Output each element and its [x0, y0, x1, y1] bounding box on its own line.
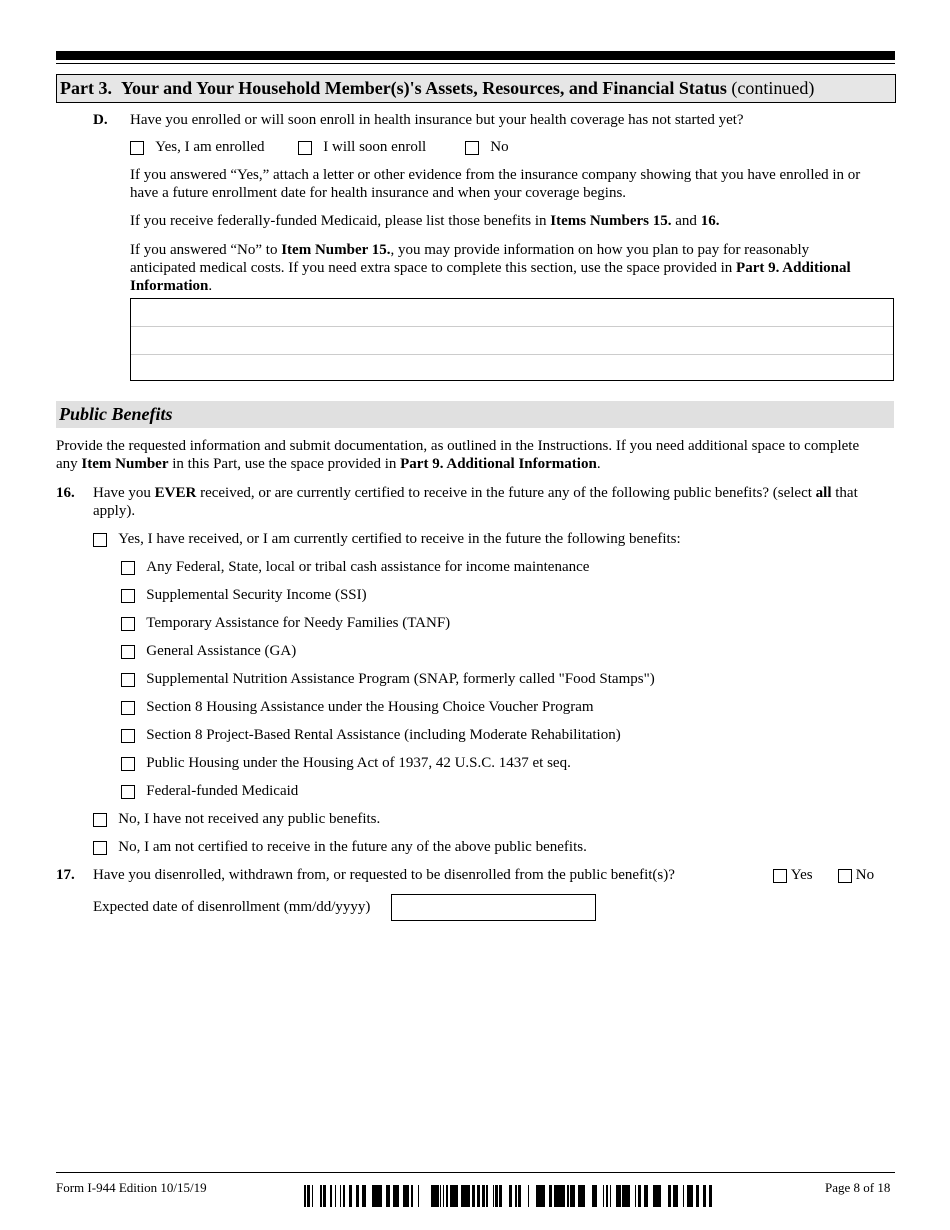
item-d-para3-line3: [130, 278, 212, 295]
text: anticipated medical costs. If you need extra space to complete this section, use the space provided in: [130, 260, 737, 276]
item-17-option-no[interactable]: [838, 867, 874, 884]
checkbox[interactable]: [121, 701, 135, 715]
text: , you may provide information on how you plan to pay for reasonably: [390, 242, 810, 258]
benefit-option[interactable]: [121, 671, 655, 688]
text-bold: Part 9. Additional Information: [400, 456, 597, 472]
benefit-label: Section 8 Project-Based Rental Assistance (including Moderate Rehabilitation): [146, 727, 621, 743]
item-17-option-yes[interactable]: [773, 867, 813, 884]
part-title: Your and Your Household Member(s)'s Assets, Resources, and Financial Status: [120, 78, 727, 98]
item-d-option-enrolled[interactable]: [130, 139, 265, 156]
item-16-number: 16.: [56, 485, 75, 501]
disenrollment-date-input[interactable]: [391, 894, 596, 921]
benefit-label: Any Federal, State, local or tribal cash assistance for income maintenance: [146, 559, 590, 575]
benefit-label: Temporary Assistance for Needy Families (TANF): [146, 615, 451, 631]
item-16-option-no-received[interactable]: [93, 811, 380, 828]
barcode-icon: [304, 1185, 712, 1207]
item-17-question: Have you disenrolled, withdrawn from, or requested to be disenrolled from the public benefit(s)?: [93, 867, 675, 883]
text: .: [596, 456, 601, 472]
text: received, or are currently certified to receive in the future any of the following public benefits? (select: [196, 485, 816, 501]
item-16-question-line1: [93, 485, 858, 502]
benefit-label: Public Housing under the Housing Act of 1937, 42 U.S.C. 1437 et seq.: [146, 755, 571, 771]
text-bold: all: [815, 485, 832, 501]
option-label: No: [490, 139, 509, 155]
benefit-label: General Assistance (GA): [146, 643, 297, 659]
text-bold: 16.: [700, 213, 720, 229]
item-d-para3-line1: [130, 242, 809, 259]
top-rule-thick: [56, 51, 895, 60]
checkbox[interactable]: [121, 589, 135, 603]
text-bold: Item Number 15.: [281, 242, 391, 258]
benefit-option[interactable]: [121, 755, 571, 772]
item-d-para3-line2: [130, 260, 851, 277]
textarea-rule: [131, 354, 893, 355]
checkbox[interactable]: [298, 141, 312, 155]
text: Have you: [93, 485, 155, 501]
option-label: Yes, I have received, or I am currently certified to receive in the future the following benefits:: [118, 531, 681, 547]
benefit-label: Supplemental Security Income (SSI): [146, 587, 367, 603]
public-benefits-intro-line1: Provide the requested information and submit documentation, as outlined in the Instructions. If you need additional space to complete: [56, 438, 860, 454]
item-d-question: Have you enrolled or will soon enroll in health insurance but your health coverage has not started yet?: [130, 112, 744, 128]
option-label: Yes, I am enrolled: [155, 139, 265, 155]
text-bold: Items Numbers 15.: [550, 213, 672, 229]
text: that: [831, 485, 858, 501]
option-label: Yes: [790, 867, 813, 883]
item-16-option-no-certified[interactable]: [93, 839, 587, 856]
benefit-label: Federal-funded Medicaid: [146, 783, 299, 799]
benefit-option[interactable]: [121, 559, 589, 576]
form-edition: Form I-944 Edition 10/15/19: [56, 1180, 207, 1195]
option-label: No: [855, 867, 875, 883]
benefit-label: Supplemental Nutrition Assistance Program (SNAP, formerly called "Food Stamps"): [146, 671, 655, 687]
checkbox[interactable]: [121, 673, 135, 687]
item-d-option-soon[interactable]: [298, 139, 426, 156]
checkbox[interactable]: [93, 813, 107, 827]
section-heading-public-benefits: Public Benefits: [56, 401, 894, 428]
checkbox[interactable]: [121, 729, 135, 743]
checkbox[interactable]: [121, 757, 135, 771]
disenrollment-date-label: Expected date of disenrollment (mm/dd/yyyy): [93, 899, 371, 915]
item-17-number: 17.: [56, 867, 75, 883]
benefit-option[interactable]: [121, 699, 594, 716]
checkbox[interactable]: [130, 141, 144, 155]
option-label: No, I am not certified to receive in the future any of the above public benefits.: [118, 839, 587, 855]
part-label: Part 3.: [60, 78, 112, 98]
item-16-option-yes[interactable]: [93, 531, 681, 548]
text: and: [671, 213, 701, 229]
benefit-option[interactable]: [121, 727, 621, 744]
benefit-option[interactable]: [121, 783, 298, 800]
medical-costs-textarea[interactable]: [130, 298, 894, 381]
benefit-label: Section 8 Housing Assistance under the Housing Choice Voucher Program: [146, 699, 594, 715]
checkbox[interactable]: [93, 533, 107, 547]
checkbox[interactable]: [838, 869, 852, 883]
footer-rule: [56, 1172, 895, 1173]
text-bold: Part 9. Additional: [736, 260, 851, 276]
checkbox[interactable]: [465, 141, 479, 155]
benefit-option[interactable]: [121, 587, 367, 604]
text: .: [208, 278, 213, 294]
text: in this Part, use the space provided in: [168, 456, 401, 472]
item-d-option-no[interactable]: [465, 139, 509, 156]
option-label: No, I have not received any public benefits.: [118, 811, 381, 827]
top-rule-thin: [56, 63, 895, 64]
checkbox[interactable]: [121, 645, 135, 659]
public-benefits-intro-line2: [56, 456, 601, 473]
part-header: [56, 74, 896, 103]
checkbox[interactable]: [121, 785, 135, 799]
item-d-para1-line2: have a future enrollment date for health insurance and when your coverage begins.: [130, 185, 627, 201]
item-d-para2: [130, 213, 719, 230]
checkbox[interactable]: [93, 841, 107, 855]
textarea-rule: [131, 326, 893, 327]
text: any: [56, 456, 82, 472]
option-label: I will soon enroll: [323, 139, 427, 155]
checkbox[interactable]: [121, 561, 135, 575]
checkbox[interactable]: [121, 617, 135, 631]
benefit-option[interactable]: [121, 615, 450, 632]
page-number: Page 8 of 18: [825, 1180, 891, 1195]
text-bold: Information: [130, 278, 209, 294]
item-d-para1-line1: If you answered “Yes,” attach a letter or other evidence from the insurance company showing that you have enrolled in or: [130, 167, 861, 183]
checkbox[interactable]: [773, 869, 787, 883]
text-bold: EVER: [154, 485, 197, 501]
item-d-label: D.: [93, 112, 108, 128]
text: If you answered “No” to: [130, 242, 282, 258]
text: If you receive federally-funded Medicaid, please list those benefits in: [130, 213, 551, 229]
benefit-option[interactable]: [121, 643, 296, 660]
item-16-question-line2: apply).: [93, 503, 136, 519]
part-suffix: (continued): [731, 78, 815, 98]
text-bold: Item Number: [81, 456, 169, 472]
